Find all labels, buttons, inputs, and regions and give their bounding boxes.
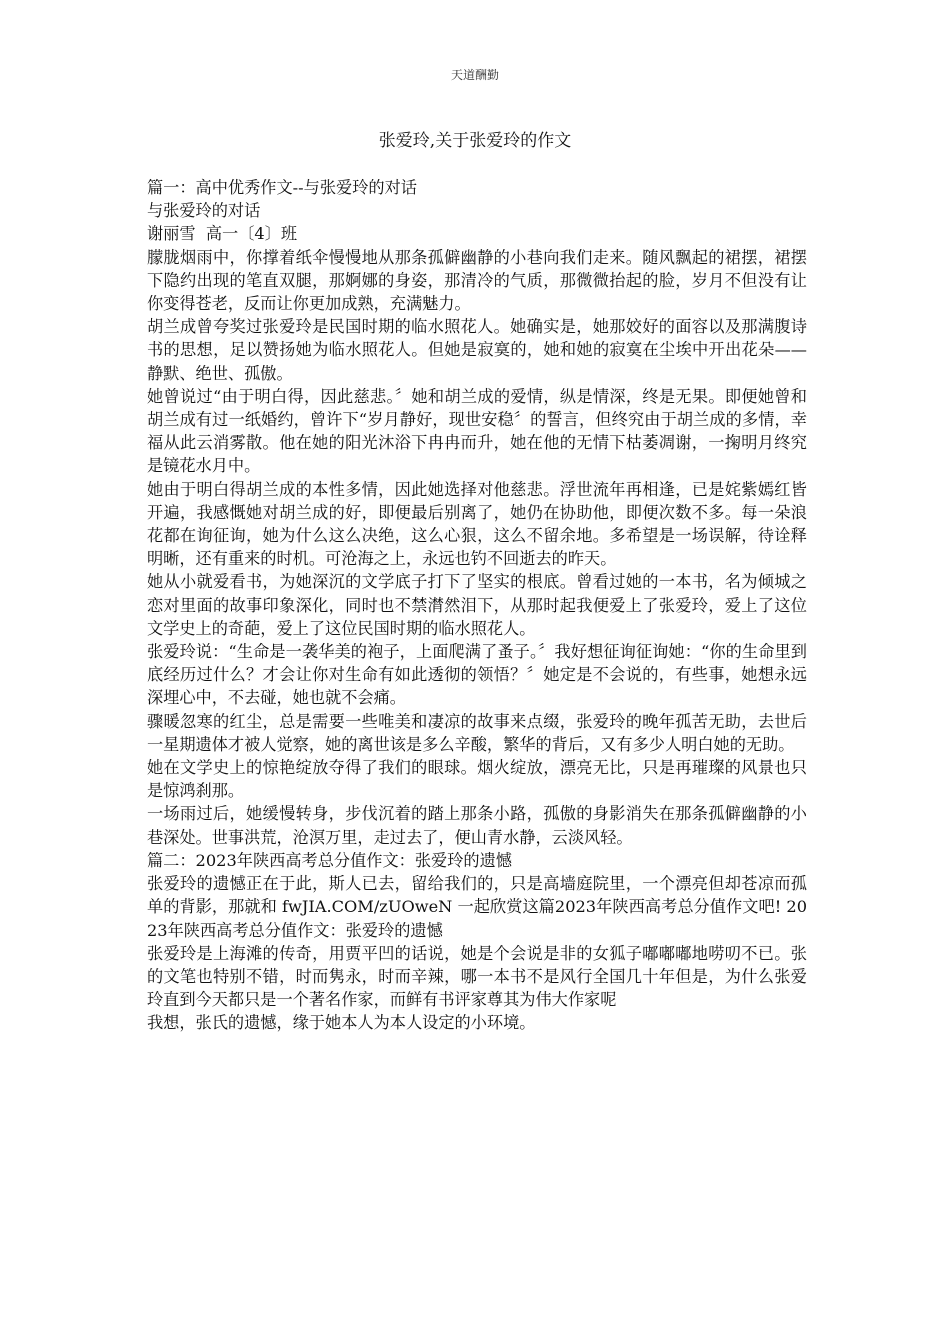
- paragraph: 张爱玲的遗憾正在于此，斯人已去，留给我们的，只是高墙庭院里，一个漂亮但却苍凉而孤单的背影，那就和 fwJIA.COM/zUOweN 一起欣赏这篇2023年陕西高考总分值作文吧! 2023年陕西高考总分值作文：张爱玲的遗憾: [147, 874, 807, 940]
- paragraph: 张爱玲说：“生命是一袭华美的袍子，上面爬满了蚤子。〞我好想征询征询她：“你的生命里到底经历过什么？才会让你对生命有如此透彻的领悟？〞她定是不会说的，有些事，她想永远深埋心中，不去碰，她也就不会痛。: [147, 642, 807, 708]
- page-header: 天道酬勤: [450, 68, 499, 82]
- paragraph: 我想，张氏的遗憾，缘于她本人为本人设定的小环境。: [147, 1013, 536, 1033]
- document-title: 张爱玲,关于张爱玲的作文: [378, 131, 572, 151]
- paragraph: 胡兰成曾夸奖过张爱玲是民国时期的临水照花人。她确实是，她那姣好的面容以及那满腹诗书的思想，足以赞扬她为临水照花人。但她是寂寞的，她和她的寂寞在尘埃中开出花朵——静默、绝世、孤傲。: [147, 317, 807, 383]
- paragraph: 她在文学史上的惊艳绽放夺得了我们的眼球。烟火绽放，漂亮无比，只是再璀璨的风景也只是惊鸿刹那。: [147, 758, 807, 801]
- paragraph: 与张爱玲的对话: [147, 201, 261, 221]
- paragraph: 张爱玲是上海滩的传奇，用贾平凹的话说，她是个会说是非的女狐子嘟嘟嘟地唠叨不已。张的文笔也特别不错，时而隽永，时而辛辣，哪一本书不是风行全国几十年但是，为什么张爱玲直到今天都只是一个著名作家，而鲜有书评家尊其为伟大作家呢: [147, 943, 807, 1010]
- paragraph: 她由于明白得胡兰成的本性多情，因此她选择对他慈悲。浮世流年再相逢，已是姹紫嫣红皆开遍，我感慨她对胡兰成的好，即便最后别离了，她仍在协助他，即便次数不多。每一朵浪花都在询征询，她为什么这么决绝，这么心狠，这么不留余地。多希望是一场误解，待诠释明晰，还有重来的时机。可沧海之上，永远也钓不回逝去的昨天。: [147, 479, 807, 569]
- paragraph: 她曾说过“由于明白得，因此慈悲。〞她和胡兰成的爱情，纵是情深，终是无果。即便她曾和胡兰成有过一纸婚约，曾许下“岁月静好，现世安稳〞的誓言，但终究由于胡兰成的多情，幸福从此云消雾散。他在她的阳光沐浴下冉冉而升，她在他的无情下枯萎凋谢，一掬明月终究是镜花水月中。: [147, 386, 807, 476]
- paragraph: 朦胧烟雨中，你撑着纸伞慢慢地从那条孤僻幽静的小巷向我们走来。随风飘起的裙摆，裙摆下隐约出现的笔直双腿，那婀娜的身姿，那清冷的气质，那微微抬起的脸，岁月不但没有让你变得苍老，反而让你更加成熟，充满魅力。: [147, 247, 807, 314]
- paragraph: 篇二：2023年陕西高考总分值作文：张爱玲的遗憾: [147, 850, 512, 870]
- document-body: [147, 176, 807, 1035]
- paragraph: 一场雨过后，她缓慢转身，步伐沉着的踏上那条小路，孤傲的身影消失在那条孤僻幽静的小巷深处。世事洪荒，沧溟万里，走过去了，便山青水静，云淡风轻。: [147, 804, 807, 847]
- paragraph: 篇一：高中优秀作文--与张爱玲的对话: [147, 178, 417, 197]
- paragraph: 骤暖忽寒的红尘，总是需要一些唯美和凄凉的故事来点缀，张爱玲的晚年孤苦无助，去世后一星期遗体才被人觉察，她的离世该是多么辛酸，繁华的背后，又有多少人明白她的无助。: [147, 711, 807, 754]
- paragraph: 她从小就爱看书，为她深沉的文学底子打下了坚实的根底。曾看过她的一本书，名为倾城之恋对里面的故事印象深化，同时也不禁潸然泪下，从那时起我便爱上了张爱玲，爱上了这位文学史上的奇葩，爱上了这位民国时期的临水照花人。: [147, 572, 807, 638]
- paragraph: 谢丽雪 高一〔4〕班: [147, 224, 298, 244]
